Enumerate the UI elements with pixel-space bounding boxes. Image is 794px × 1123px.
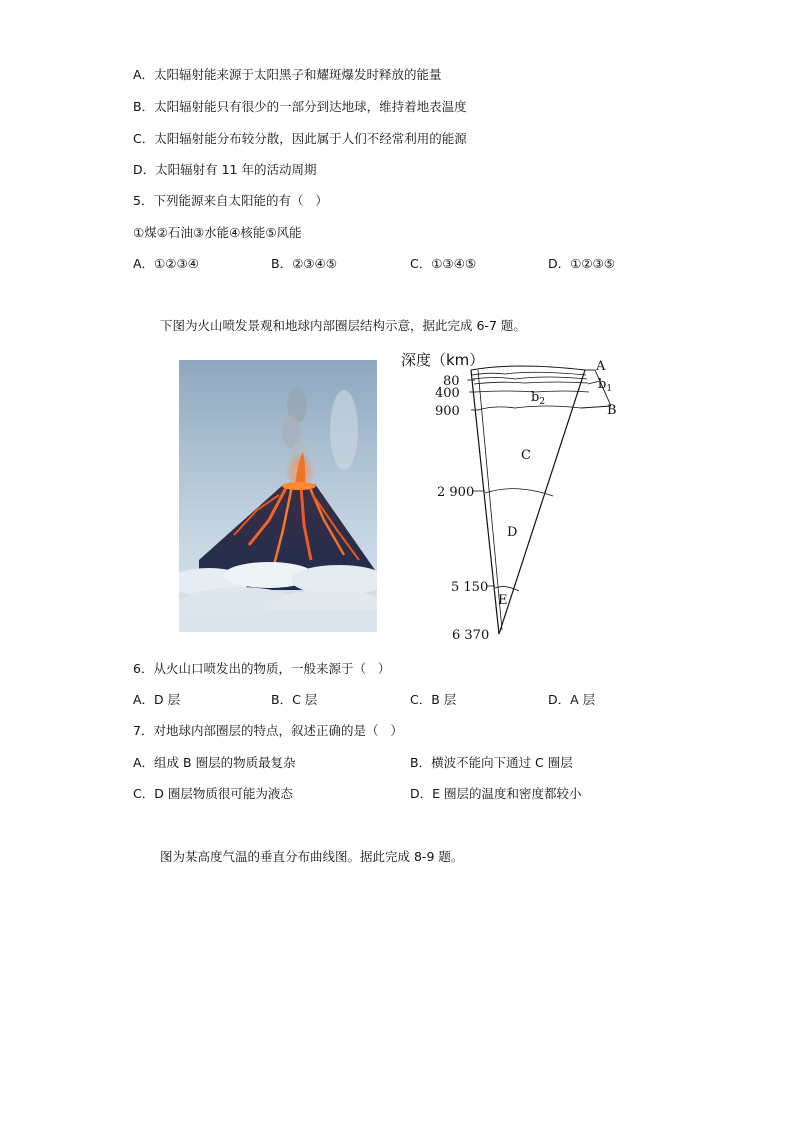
- q6-option-b: B．C 层: [271, 692, 318, 707]
- q6-stem: 6．从火山口喷发出的物质，一般来源于（ ）: [133, 661, 391, 676]
- intro-6-7: 下图为火山喷发景观和地球内部圈层结构示意，据此完成 6-7 题。: [160, 318, 526, 333]
- layer-label-d: D: [507, 525, 518, 540]
- q5-items: ①煤②石油③水能④核能⑤风能: [133, 225, 302, 240]
- q4-option-b: B．太阳辐射能只有很少的一部分到达地球，维持着地表温度: [133, 99, 467, 114]
- q5-option-c: C．①③④⑤: [410, 256, 477, 271]
- q7-option-c: C．D 圈层物质很可能为液态: [133, 786, 293, 801]
- volcano-photo: [179, 360, 377, 632]
- earth-interior-diagram: [395, 348, 640, 643]
- q7-option-a: A．组成 B 圈层的物质最复杂: [133, 755, 296, 770]
- layer-label-a: A: [596, 359, 606, 374]
- q6-option-c: C．B 层: [410, 692, 457, 707]
- layer-label-b1: $b_1$: [598, 377, 613, 394]
- depth-label-6370: 6 370: [452, 628, 490, 643]
- q4-option-c: C．太阳辐射能分布较分散，因此属于人们不经常利用的能源: [133, 131, 467, 146]
- q6-option-d: D．A 层: [548, 692, 596, 707]
- intro-8-9: 图为某高度气温的垂直分布曲线图。据此完成 8-9 题。: [160, 849, 464, 864]
- q7-stem: 7．对地球内部圈层的特点，叙述正确的是（ ）: [133, 723, 403, 738]
- q7-option-b: B．横波不能向下通过 C 圈层: [410, 755, 573, 770]
- layer-label-b2: $b_2$: [531, 390, 546, 407]
- q6-option-a: A．D 层: [133, 692, 181, 707]
- depth-label-2900: 2 900: [437, 485, 475, 500]
- q5-option-b: B．②③④⑤: [271, 256, 337, 271]
- layer-label-e: E: [498, 593, 508, 608]
- q5-option-a: A．①②③④: [133, 256, 199, 271]
- layer-label-c: C: [521, 448, 531, 463]
- depth-label-5150: 5 150: [451, 580, 489, 595]
- q5-stem: 5．下列能源来自太阳能的有（ ）: [133, 193, 328, 208]
- q7-option-d: D．E 圈层的温度和密度都较小: [410, 786, 582, 801]
- depth-label-900: 900: [435, 404, 460, 419]
- q4-option-d: D．太阳辐射有 11 年的活动周期: [133, 162, 317, 177]
- diagram-depth-title: 深度（km）: [401, 351, 485, 369]
- layer-label-b: B: [607, 403, 617, 418]
- q4-option-a: A．太阳辐射能来源于太阳黑子和耀斑爆发时释放的能量: [133, 67, 442, 82]
- depth-label-400: 400: [435, 386, 460, 401]
- depth-label-80: 80: [443, 374, 460, 389]
- q5-option-d: D．①②③⑤: [548, 256, 615, 271]
